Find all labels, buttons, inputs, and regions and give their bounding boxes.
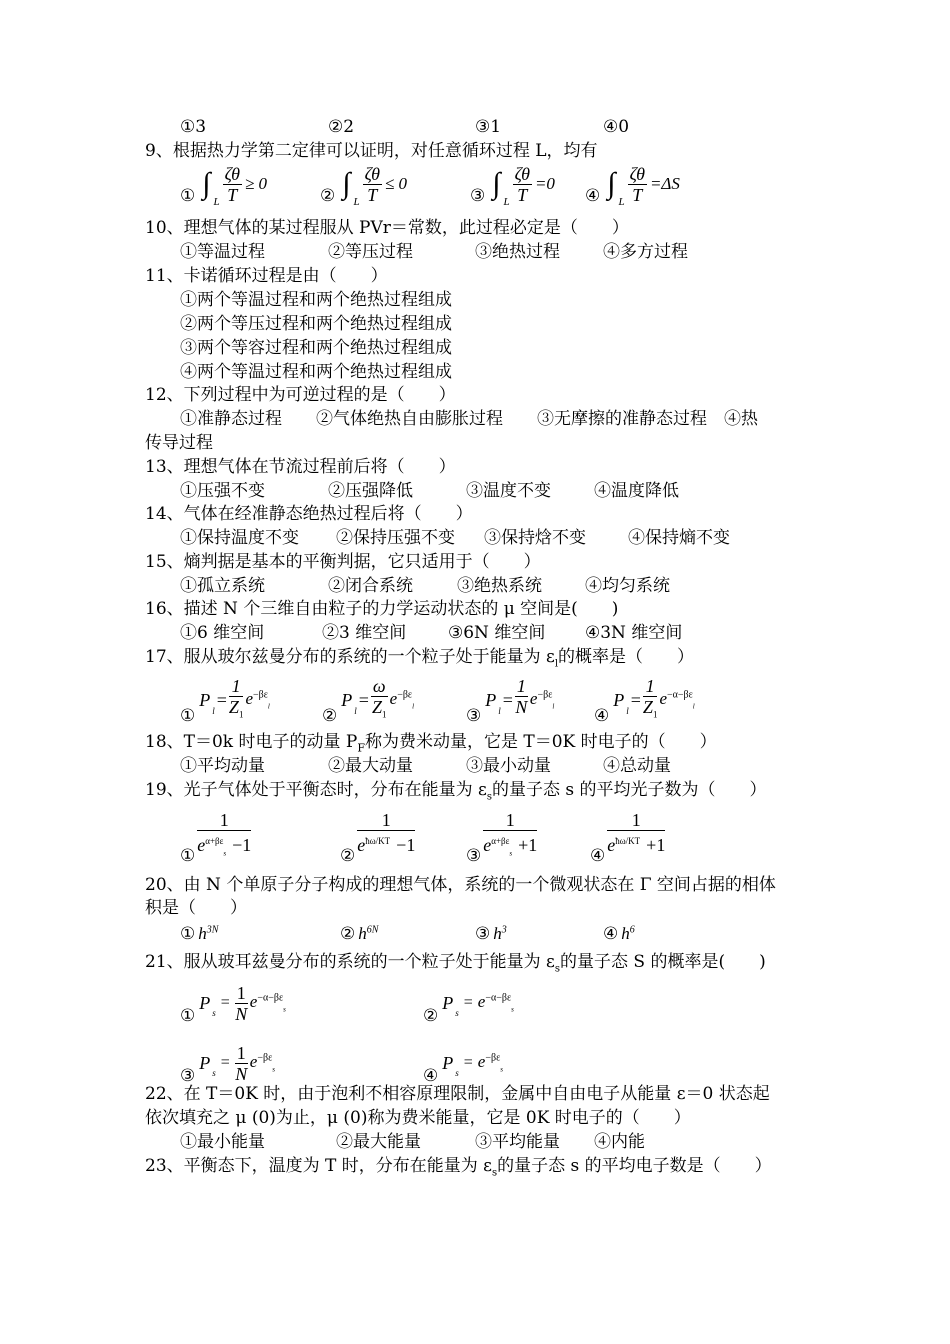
fraction	[513, 164, 532, 205]
numerator: ζθ	[629, 163, 645, 184]
planck-constant: h	[358, 924, 367, 943]
denominator-symbol: Z	[372, 696, 383, 717]
probability-symbol: P	[199, 689, 211, 710]
q9-option-number: ②	[320, 186, 336, 205]
q23-stem: 23、平衡态下，温度为 T 时，分布在能量为 $\varepsilon_s$的量子态 s 的平均电子数是（ ）	[145, 1156, 772, 1179]
q13-option-1: ①压强不变	[180, 481, 265, 501]
integral-sign: ∫	[202, 167, 211, 200]
fraction	[229, 676, 244, 725]
fraction	[607, 810, 665, 864]
fraction	[223, 164, 242, 205]
integral-sign: ∫	[492, 167, 501, 200]
q18-option-3: ③最小动量	[466, 756, 551, 776]
q9-option-number: ③	[470, 186, 486, 205]
exponent: −βε	[397, 689, 413, 701]
q21-option-3	[180, 1038, 275, 1088]
exponent: −α−βε	[257, 992, 284, 1004]
q15-stem: 15、熵判据是基本的平衡判据，它只适用于（ ）	[145, 552, 541, 572]
exponent: −α−βε	[666, 689, 693, 701]
fraction	[235, 1043, 248, 1084]
q22-line2: 依次填充之 μ (0)为止，μ (0)称为费米能量，它是 0K 时电子的（ ）	[145, 1108, 691, 1128]
fraction	[197, 810, 251, 864]
relation: =ΔS	[649, 174, 680, 193]
q20-line2: 积是（ ）	[145, 898, 247, 918]
exponent: ħω/KT	[615, 836, 641, 847]
q20-option-number: ①	[180, 924, 196, 943]
q8-option-4: ④0	[603, 117, 630, 137]
denominator-symbol: Z	[228, 696, 239, 717]
fraction	[643, 676, 658, 725]
q20-option-number: ②	[340, 924, 356, 943]
q19-stem: 19、光子气体处于平衡态时，分布在能量为 $\varepsilon_s$的量子态 s 的平均光子数为（ ）	[145, 780, 767, 803]
fraction	[371, 676, 388, 725]
denominator	[643, 697, 658, 725]
q8-option-1: ①3	[180, 117, 207, 137]
exponent-subscript: s	[272, 1065, 276, 1074]
fraction	[235, 983, 248, 1024]
q21-option-4	[423, 1038, 503, 1088]
q19-option-number: ②	[340, 846, 356, 865]
q20-option-number: ④	[603, 924, 619, 943]
q11-option-3: ③两个等容过程和两个绝热过程组成	[180, 338, 452, 358]
numerator: 1	[197, 810, 251, 831]
exponent: 3	[501, 924, 507, 936]
q19-option-4	[590, 806, 665, 868]
exponent: α+βε	[491, 836, 510, 847]
denominator: T	[632, 184, 643, 205]
probability-subscript: s	[455, 1068, 459, 1078]
q9-option-2	[320, 160, 407, 208]
exponent-subscript: l	[267, 702, 270, 711]
q18-option-4: ④总动量	[603, 756, 671, 776]
exponent: −α−βε	[485, 992, 512, 1004]
q15-option-4: ④均匀系统	[585, 576, 670, 596]
q18-option-2: ②最大动量	[328, 756, 413, 776]
q15-option-1: ①孤立系统	[180, 576, 265, 596]
q17-option-number: ②	[322, 706, 338, 725]
q14-option-3: ③保持焓不变	[484, 528, 586, 548]
q14-stem: 14、气体在经准静态绝热过程后将（ ）	[145, 504, 473, 524]
denominator: N	[235, 1063, 248, 1084]
denominator-tail: +1	[518, 835, 538, 856]
q17-stem: 17、服从玻尔兹曼分布的系统的一个粒子处于能量为 $\varepsilon_l$的概率是（ ）	[145, 647, 695, 670]
q22-option-4: ④内能	[594, 1132, 645, 1152]
planck-constant: h	[621, 924, 630, 943]
numerator: 1	[357, 810, 415, 831]
denominator: $e^{\alpha+\beta\varepsilon}_s -1$	[197, 835, 252, 858]
q9-option-number: ①	[180, 186, 196, 205]
q19-option-1	[180, 806, 251, 868]
integral-sign: ∫	[607, 167, 616, 200]
q20-option-2	[340, 924, 378, 944]
exponent: −βε	[537, 689, 553, 701]
probability-symbol: P	[341, 689, 353, 710]
q17-option-number: ①	[180, 706, 196, 725]
q17-option-number: ④	[594, 706, 610, 725]
q9-option-number: ④	[585, 186, 601, 205]
planck-constant: h	[493, 924, 502, 943]
q19-option-number: ④	[590, 846, 606, 865]
exponent-subscript: l	[552, 702, 555, 711]
numerator: 1	[607, 810, 665, 831]
exponent-subscript: l	[692, 702, 695, 711]
exponential: $e^{-\alpha-\beta\varepsilon}_s$	[477, 992, 514, 1014]
q13-option-3: ③温度不变	[466, 481, 551, 501]
exponent-subscript: s	[223, 849, 227, 858]
fraction	[357, 810, 415, 864]
q21-option-number: ④	[423, 1066, 439, 1085]
q17-option-2	[322, 672, 414, 728]
q12-stem: 12、下列过程中为可逆过程的是（ ）	[145, 385, 456, 405]
denominator: T	[517, 184, 528, 205]
denominator-subscript: 1	[238, 709, 244, 720]
probability-symbol: P	[613, 689, 625, 710]
equals-sign: =	[630, 689, 641, 710]
exponent: −βε	[257, 1052, 273, 1064]
numerator: 1	[643, 676, 658, 697]
probability-symbol: P	[442, 1052, 454, 1073]
denominator-tail: +1	[646, 835, 666, 856]
exponent-subscript: s	[511, 1005, 514, 1014]
q17-option-1	[180, 672, 270, 728]
exponent: −βε	[252, 689, 268, 701]
exponent: 6	[629, 924, 635, 936]
exponential: $e^{-\beta\varepsilon}_l$	[529, 689, 555, 711]
denominator: T	[367, 184, 378, 205]
q21-option-2	[423, 978, 514, 1028]
equals-sign: =	[216, 689, 227, 710]
exponent-subscript: s	[500, 1065, 504, 1074]
q14-option-4: ④保持熵不变	[628, 528, 730, 548]
numerator: ζθ	[364, 163, 380, 184]
numerator: 1	[236, 1042, 246, 1063]
q22-option-2: ②最大能量	[336, 1132, 421, 1152]
exponent: 3N	[206, 924, 219, 936]
probability-subscript: s	[212, 1008, 216, 1018]
denominator-symbol: N	[515, 696, 528, 717]
q12-options-line2: 传导过程	[145, 433, 213, 453]
numerator: ζθ	[514, 163, 530, 184]
q13-stem: 13、理想气体在节流过程前后将（ ）	[145, 457, 456, 477]
probability-subscript: s	[212, 1068, 216, 1078]
q22-option-1: ①最小能量	[180, 1132, 265, 1152]
q19-option-number: ①	[180, 846, 196, 865]
denominator-subscript: 1	[652, 709, 658, 720]
equals-sign: =	[502, 689, 513, 710]
integral-sign: ∫	[342, 167, 351, 200]
q19-option-3	[466, 806, 537, 868]
denominator-symbol: Z	[642, 696, 653, 717]
q10-option-4: ④多方过程	[603, 242, 688, 262]
denominator: $e^{ħ\omega/KT} -1$	[357, 835, 416, 856]
numerator: ζθ	[224, 163, 240, 184]
q10-option-1: ①等温过程	[180, 242, 265, 262]
q17-option-4	[594, 672, 695, 728]
q14-option-1: ①保持温度不变	[180, 528, 299, 548]
denominator	[371, 697, 388, 725]
denominator: N	[235, 1003, 248, 1024]
integral-subscript: L	[353, 196, 360, 208]
probability-subscript: s	[455, 1008, 459, 1018]
numerator: 1	[236, 982, 246, 1003]
q11-option-1: ①两个等温过程和两个绝热过程组成	[180, 290, 452, 310]
q20-option-number: ③	[475, 924, 491, 943]
q19-option-number: ③	[466, 846, 482, 865]
q9-stem: 9、根据热力学第二定律可以证明，对任意循环过程 L，均有	[145, 141, 598, 161]
exponent-subscript: s	[509, 849, 513, 858]
exponent: −βε	[485, 1052, 501, 1064]
q16-option-3: ③6N 维空间	[448, 623, 546, 643]
q21-option-1	[180, 978, 286, 1028]
denominator-tail: −1	[396, 835, 416, 856]
exponent: ħω/KT	[365, 836, 391, 847]
q8-option-3: ③1	[475, 117, 502, 137]
q18-option-1: ①平均动量	[180, 756, 265, 776]
exponential: $e^{-\beta\varepsilon}_l$	[245, 689, 270, 711]
fraction	[483, 810, 537, 864]
exponential: $e^{-\alpha-\beta\varepsilon}_l$	[659, 689, 695, 711]
q20-option-4	[603, 924, 635, 944]
integral-subscript: L	[503, 196, 510, 208]
q16-option-2: ②3 维空间	[322, 623, 407, 643]
probability-subscript: l	[626, 706, 629, 716]
q20-line1: 20、由 N 个单原子分子构成的理想气体，系统的一个微观状态在 Γ 空间占据的相体	[145, 875, 776, 895]
q21-option-number: ①	[180, 1006, 196, 1025]
q20-option-1	[180, 924, 218, 944]
integral-subscript: L	[213, 196, 220, 208]
fraction	[363, 164, 382, 205]
denominator-tail: −1	[232, 835, 252, 856]
q21-option-number: ③	[180, 1066, 196, 1085]
exponential: $e^{-\beta\varepsilon}_l$	[389, 689, 415, 711]
q17-option-number: ③	[466, 706, 482, 725]
denominator: $e^{\alpha+\beta\varepsilon}_s +1$	[483, 835, 538, 858]
fraction	[628, 164, 647, 205]
q8-option-2: ②2	[328, 117, 355, 137]
denominator-subscript: 1	[382, 709, 387, 720]
equals-sign: =	[463, 1054, 473, 1071]
equals-sign: =	[358, 689, 369, 710]
probability-subscript: l	[354, 706, 357, 716]
denominator	[515, 697, 528, 725]
q10-option-3: ③绝热过程	[475, 242, 560, 262]
equals-sign: =	[463, 994, 473, 1011]
exponent-subscript: s	[283, 1005, 286, 1014]
equals-sign: =	[220, 1054, 230, 1071]
q10-option-2: ②等压过程	[328, 242, 413, 262]
q15-option-2: ②闭合系统	[328, 576, 413, 596]
probability-symbol: P	[442, 992, 454, 1013]
planck-constant: h	[198, 924, 207, 943]
probability-symbol: P	[485, 689, 497, 710]
probability-symbol: P	[199, 992, 211, 1013]
q22-option-3: ③平均能量	[475, 1132, 560, 1152]
relation: ≥ 0	[244, 174, 268, 193]
numerator: 1	[229, 676, 244, 697]
exponential: $e^{-\beta\varepsilon}_s$	[249, 1052, 276, 1074]
q16-stem: 16、描述 N 个三维自由粒子的力学运动状态的 μ 空间是( )	[145, 599, 619, 619]
exponential: $e^{-\alpha-\beta\varepsilon}_s$	[249, 992, 286, 1014]
exponent: α+βε	[205, 836, 224, 847]
q11-stem: 11、卡诺循环过程是由（ ）	[145, 266, 388, 286]
integral-subscript: L	[618, 196, 625, 208]
q16-option-1: ①6 维空间	[180, 623, 265, 643]
q21-stem: 21、服从玻耳兹曼分布的系统的一个粒子处于能量为 $\varepsilon_s$的量子态 S 的概率是( )	[145, 952, 766, 975]
numerator: ω	[372, 675, 386, 696]
q13-option-2: ②压强降低	[328, 481, 413, 501]
denominator: T	[227, 184, 238, 205]
q14-option-2: ②保持压强不变	[336, 528, 455, 548]
q20-option-3	[475, 924, 507, 944]
q13-option-4: ④温度降低	[594, 481, 679, 501]
q19-option-2	[340, 806, 415, 868]
q9-option-3	[470, 160, 555, 208]
probability-symbol: P	[199, 1052, 211, 1073]
q12-options-line1: ①准静态过程 ②气体绝热自由膨胀过程 ③无摩擦的准静态过程 ④热	[180, 409, 758, 429]
q9-option-1	[180, 160, 267, 208]
q10-stem: 10、理想气体的某过程服从 PVr＝常数，此过程必定是（ ）	[145, 218, 629, 238]
q22-line1: 22、在 T＝0K 时，由于泡利不相容原理限制，金属中自由电子从能量 ε＝0 状态起	[145, 1084, 770, 1104]
relation: =0	[534, 174, 555, 193]
numerator: 1	[483, 810, 537, 831]
denominator: $e^{ħ\omega/KT} +1$	[607, 835, 666, 856]
fraction	[515, 676, 528, 725]
q11-option-4: ④两个等温过程和两个绝热过程组成	[180, 362, 452, 382]
q18-stem: 18、T＝0k 时电子的动量 $P_F$称为费米动量，它是 T＝0K 时电子的（ ）	[145, 732, 717, 755]
relation: ≤ 0	[384, 174, 408, 193]
q15-option-3: ③绝热系统	[457, 576, 542, 596]
numerator: 1	[516, 675, 526, 696]
exponential: $e^{-\beta\varepsilon}_s$	[477, 1052, 504, 1074]
q11-option-2: ②两个等压过程和两个绝热过程组成	[180, 314, 452, 334]
q17-option-3	[466, 672, 554, 728]
equals-sign: =	[220, 994, 230, 1011]
q16-option-4: ④3N 维空间	[585, 623, 683, 643]
exponent: 6N	[366, 924, 379, 936]
probability-subscript: l	[498, 706, 501, 716]
denominator	[229, 697, 244, 725]
probability-subscript: l	[212, 706, 215, 716]
q21-option-number: ②	[423, 1006, 439, 1025]
q9-option-4	[585, 160, 680, 208]
exponent-subscript: l	[412, 702, 415, 711]
